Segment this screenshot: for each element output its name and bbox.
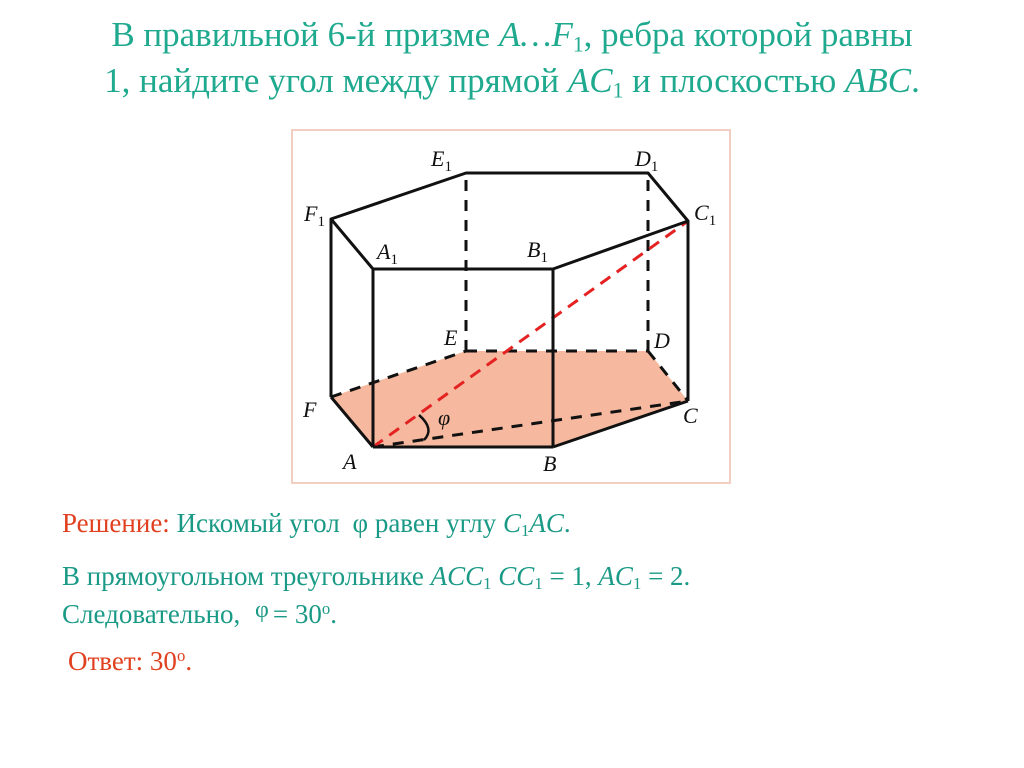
- solution-text: .: [330, 599, 338, 629]
- angle-label-phi: φ: [438, 405, 451, 430]
- angle-name: AC: [529, 508, 564, 538]
- answer-text: Ответ: 30: [68, 646, 177, 676]
- line-name: AC: [567, 61, 613, 100]
- segment-subscript: 1: [534, 574, 543, 594]
- degree-sign: o: [176, 645, 186, 665]
- label-E1: $E_1$: [431, 146, 452, 175]
- title-text: 1, найдите угол между прямой: [104, 61, 568, 100]
- solution-line-3: [62, 596, 337, 634]
- solution-text: = 1,: [542, 561, 599, 591]
- prism-diagram: [291, 129, 731, 484]
- triangle-subscript: 1: [483, 574, 492, 594]
- angle-name: C: [503, 508, 522, 538]
- title-text: .: [911, 61, 920, 100]
- solution-text: Искомый угол: [176, 508, 340, 538]
- label-B1: $B_1$: [527, 237, 548, 266]
- label-D: D: [654, 328, 670, 353]
- segment-name: AC: [598, 561, 633, 591]
- plane-name: ABC: [845, 61, 912, 100]
- solution-text: .: [563, 508, 571, 538]
- prism-subscript: 1: [572, 32, 584, 57]
- problem-line-2: [40, 58, 984, 104]
- segment-name: CC: [498, 561, 535, 591]
- solution-text: = 30: [272, 599, 322, 629]
- label-A1: $A_1$: [377, 239, 398, 268]
- title-text: и плоскостью: [623, 61, 846, 100]
- solution-label: Решение:: [62, 508, 170, 538]
- label-D1: $D_1$: [635, 146, 659, 175]
- prism-name: A…F: [498, 15, 573, 54]
- label-C1: $C_1$: [694, 200, 717, 229]
- degree-sign: o: [321, 598, 331, 618]
- solution-line-2: [62, 558, 690, 594]
- problem-line-1: [40, 12, 984, 58]
- label-F: F: [303, 397, 317, 422]
- segment-subscript: 1: [632, 574, 642, 594]
- line-subscript: 1: [612, 78, 624, 103]
- problem-statement: [40, 12, 984, 104]
- triangle-name: ACC: [430, 561, 484, 591]
- phi-symbol: φ: [255, 597, 269, 623]
- label-B: B: [543, 451, 557, 476]
- answer-line: [68, 643, 192, 679]
- prism-figure: [291, 129, 731, 484]
- label-A: A: [343, 449, 357, 474]
- title-text: В правильной 6-й призме: [111, 15, 499, 54]
- solution-line-1: [62, 505, 571, 541]
- solution-text: В прямоугольном треугольнике: [62, 561, 431, 591]
- title-text: , ребра которой равны: [583, 15, 913, 54]
- answer-text: .: [185, 646, 193, 676]
- phi-symbol: φ: [352, 508, 369, 538]
- label-E: E: [444, 325, 458, 350]
- solution-text: Следовательно,: [62, 599, 241, 629]
- solution-text: равен углу: [374, 508, 497, 538]
- label-C: C: [683, 403, 698, 428]
- angle-subscript: 1: [521, 521, 530, 541]
- label-F1: $F_1$: [304, 201, 325, 230]
- solution-text: = 2.: [641, 561, 691, 591]
